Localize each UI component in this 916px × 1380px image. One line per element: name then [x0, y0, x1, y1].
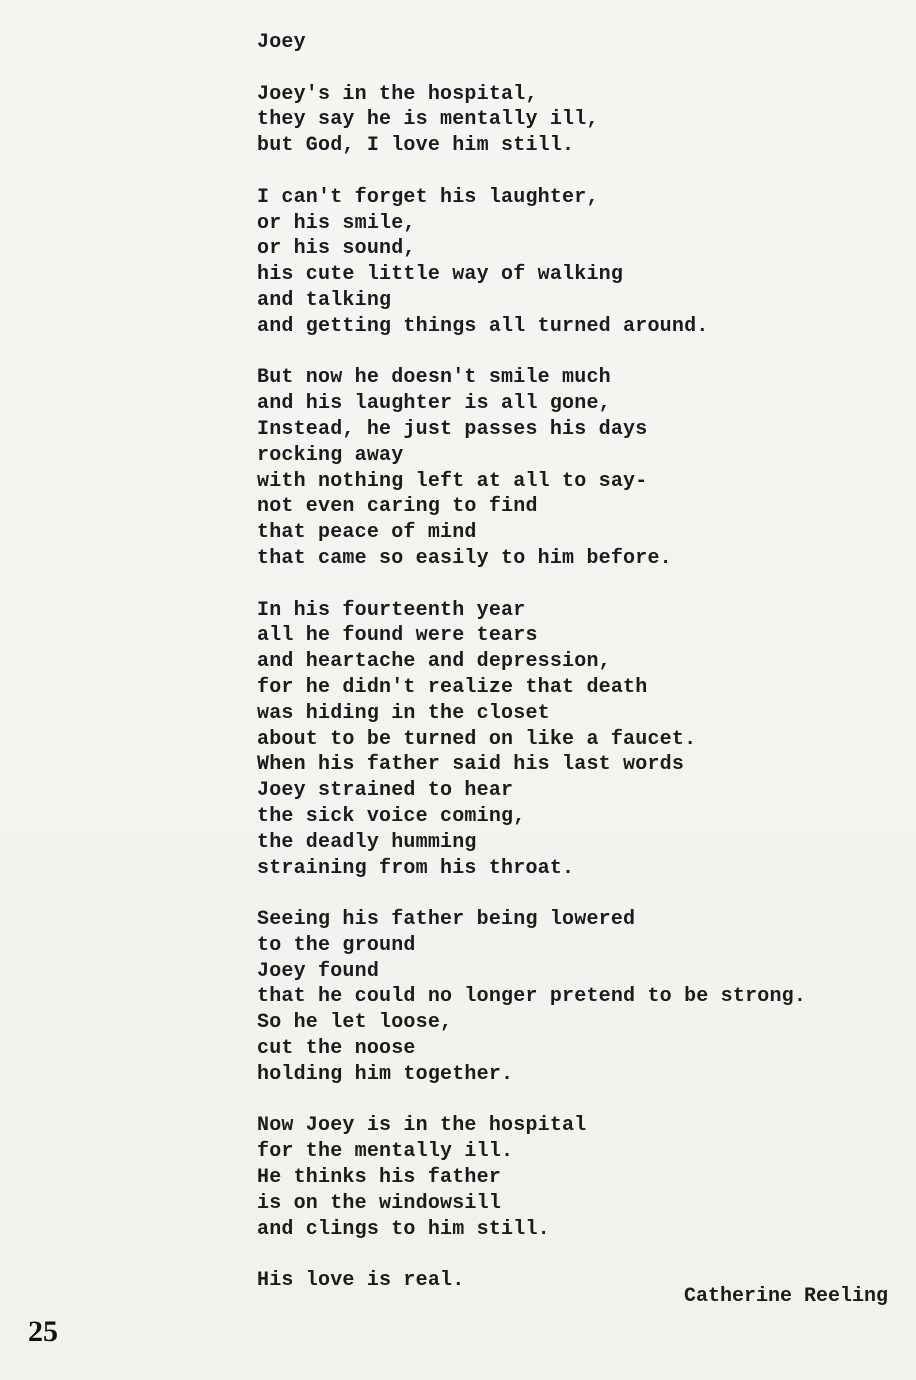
poem-line: His love is real. [257, 1269, 465, 1293]
poem-line: all he found were tears [257, 624, 538, 648]
poem-line: Instead, he just passes his days [257, 417, 648, 441]
poem-line: that he could no longer pretend to be strong. [257, 985, 807, 1009]
stanza-3 [257, 365, 887, 571]
poem-line: Joey strained to hear [257, 779, 514, 803]
poem-line: straining from his throat. [257, 856, 575, 880]
poem-line: When his father said his last words [257, 753, 685, 777]
poem-line: rocking away [257, 443, 404, 467]
poem-line: cut the noose [257, 1037, 416, 1061]
poem-line: and heartache and depression, [257, 650, 611, 674]
stanza-5 [257, 752, 887, 881]
poem-title: Joey [257, 31, 306, 54]
stanza-6 [257, 907, 887, 1088]
poem-line: Joey's in the hospital, [257, 82, 538, 106]
stanza-2 [257, 185, 887, 340]
poem-line: his cute little way of walking [257, 263, 624, 287]
poem-line: and getting things all turned around. [257, 314, 709, 338]
poem-line: that came so easily to him before. [257, 546, 672, 570]
stanza-4 [257, 598, 887, 753]
poem-line: and clings to him still. [257, 1217, 550, 1241]
poem-line: holding him together. [257, 1062, 514, 1086]
poem-line: is on the windowsill [257, 1191, 502, 1215]
poem-line: about to be turned on like a faucet. [257, 727, 697, 751]
poem-line: Seeing his father being lowered [257, 908, 636, 932]
poem-line: In his fourteenth year [257, 598, 526, 622]
poem-line: with nothing left at all to say- [257, 469, 648, 493]
stanza-7 [257, 1113, 887, 1242]
author-name: Catherine Reeling [684, 1285, 889, 1308]
poem-line: So he let loose, [257, 1011, 453, 1035]
poem-line: Joey found [257, 959, 380, 983]
poem-line: or his smile, [257, 211, 416, 235]
poem-line: Now Joey is in the hospital [257, 1114, 587, 1138]
poem [257, 30, 887, 1294]
poem-line: but God, I love him still. [257, 134, 575, 158]
poem-line: for he didn't realize that death [257, 675, 648, 699]
poem-line: He thinks his father [257, 1166, 502, 1190]
poem-line: to the ground [257, 933, 416, 957]
poem-line: was hiding in the closet [257, 701, 550, 725]
poem-line: But now he doesn't smile much [257, 366, 611, 390]
poem-line: the deadly humming [257, 830, 477, 854]
poem-line: or his sound, [257, 237, 416, 261]
poem-line: not even caring to find [257, 495, 538, 519]
poem-line: I can't forget his laughter, [257, 185, 599, 209]
page-number: 25 [28, 1315, 58, 1348]
poem-line: and his laughter is all gone, [257, 392, 611, 416]
poem-line: the sick voice coming, [257, 804, 526, 828]
poem-line: and talking [257, 288, 392, 312]
poem-line: they say he is mentally ill, [257, 108, 599, 132]
poem-line: for the mentally ill. [257, 1140, 514, 1164]
stanza-1 [257, 82, 887, 159]
poem-line: that peace of mind [257, 521, 477, 545]
